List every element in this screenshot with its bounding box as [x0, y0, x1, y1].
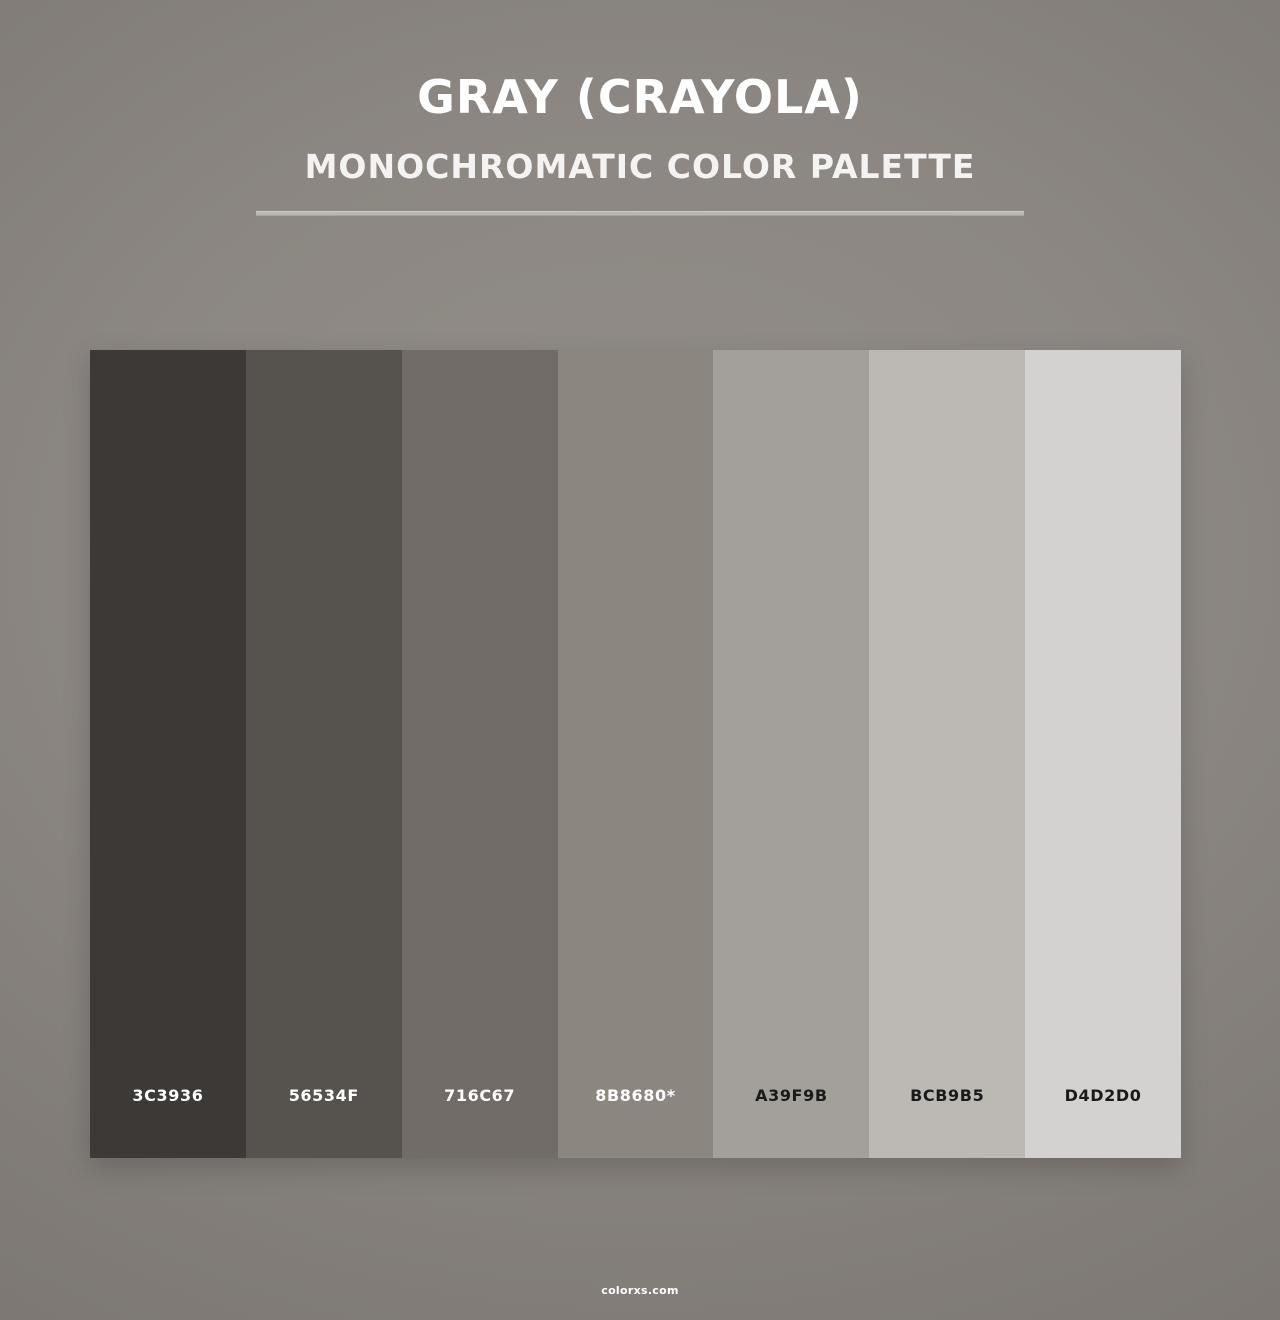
swatch-color-block — [90, 350, 246, 1032]
page-subtitle: MONOCHROMATIC COLOR PALETTE — [304, 146, 976, 186]
page-title: GRAY (CRAYOLA) — [417, 70, 863, 124]
swatch-color-block — [869, 350, 1025, 1032]
swatch-color-block — [713, 350, 869, 1032]
swatch-color-block — [402, 350, 558, 1032]
swatch-hex-label: 8B8680* — [558, 1032, 714, 1158]
page-footer — [0, 1279, 1280, 1320]
swatch-color-block — [246, 350, 402, 1032]
color-swatch[interactable] — [402, 350, 558, 1158]
color-swatch[interactable] — [869, 350, 1025, 1158]
swatch-hex-label: 3C3936 — [90, 1032, 246, 1158]
color-swatch[interactable] — [713, 350, 869, 1158]
color-swatch[interactable] — [558, 350, 714, 1158]
color-swatch[interactable] — [1025, 350, 1181, 1158]
swatch-hex-label: A39F9B — [713, 1032, 869, 1158]
color-swatch[interactable] — [90, 350, 246, 1158]
swatch-color-block — [558, 350, 714, 1032]
site-credit: colorxs.com — [601, 1284, 679, 1297]
title-divider — [256, 211, 1024, 216]
swatch-hex-label: 56534F — [246, 1032, 402, 1158]
swatch-hex-label: 716C67 — [402, 1032, 558, 1158]
swatch-hex-label: BCB9B5 — [869, 1032, 1025, 1158]
swatch-color-block — [1025, 350, 1181, 1032]
color-swatch[interactable] — [246, 350, 402, 1158]
swatch-hex-label: D4D2D0 — [1025, 1032, 1181, 1158]
page-header — [0, 0, 1280, 216]
color-palette — [90, 350, 1181, 1158]
